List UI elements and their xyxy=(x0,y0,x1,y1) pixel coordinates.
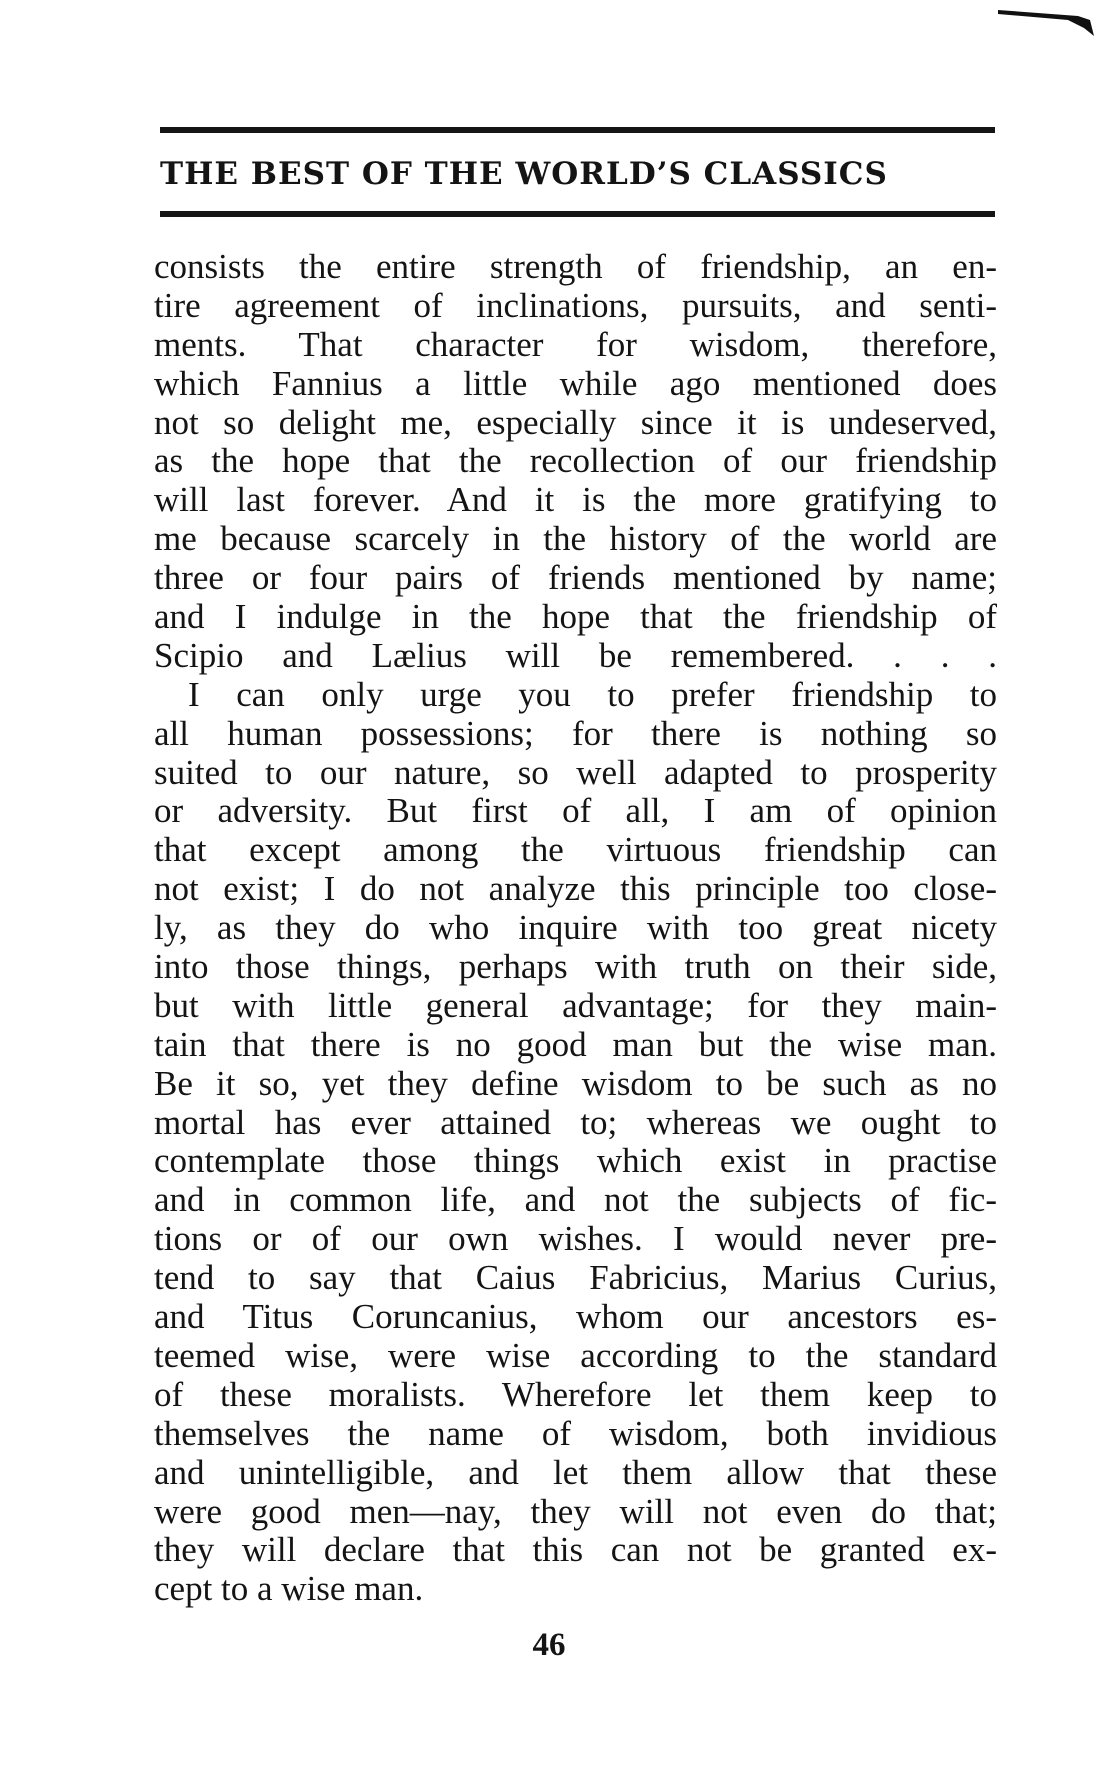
page-number: 46 xyxy=(532,1627,566,1663)
text-line: contemplate those things which exist in practise xyxy=(154,1142,997,1181)
text-line: ments. That character for wisdom, therefore, xyxy=(154,325,997,364)
text-line: tions or of our own wishes. I would never pre- xyxy=(154,1220,997,1259)
text-line: teemed wise, were wise according to the standard xyxy=(154,1336,997,1375)
text-line: of these moralists. Wherefore let them keep to xyxy=(154,1375,997,1414)
text-line: Scipio and Lælius will be remembered. . . . xyxy=(154,636,997,675)
page-corner-mark xyxy=(998,6,1098,40)
text-line: I can only urge you to prefer friendship to xyxy=(188,675,997,714)
text-line: suited to our nature, so well adapted to prosperity xyxy=(154,753,997,792)
text-line: were good men—nay, they will not even do that; xyxy=(154,1492,997,1531)
text-line: tire agreement of inclinations, pursuits, and senti- xyxy=(154,286,997,325)
body-text xyxy=(154,248,997,1609)
text-line: or adversity. But first of all, I am of opinion xyxy=(154,792,997,831)
text-line: consists the entire strength of friendship, an en- xyxy=(154,248,997,286)
running-head-title: THE BEST OF THE WORLD’S CLASSICS xyxy=(160,156,888,192)
text-line: and I indulge in the hope that the friendship of xyxy=(154,598,997,637)
text-line: will last forever. And it is the more gratifying to xyxy=(154,481,997,520)
text-line: and Titus Coruncanius, whom our ancestors es- xyxy=(154,1298,997,1337)
text-line: not so delight me, especially since it is undeserved, xyxy=(154,403,997,442)
text-line: three or four pairs of friends mentioned by name; xyxy=(154,559,997,598)
header-rule-bottom xyxy=(160,211,995,217)
text-line: Be it so, yet they define wisdom to be such as no xyxy=(154,1064,997,1103)
text-line: as the hope that the recollection of our friendship xyxy=(154,442,997,481)
text-line: that except among the virtuous friendship can xyxy=(154,831,997,870)
text-line: all human possessions; for there is nothing so xyxy=(154,714,997,753)
text-line: cept to a wise man. xyxy=(154,1570,424,1609)
text-line: themselves the name of wisdom, both invidious xyxy=(154,1414,997,1453)
text-line: which Fannius a little while ago mentioned does xyxy=(154,364,997,403)
text-line: they will declare that this can not be granted ex- xyxy=(154,1531,997,1570)
text-line: into those things, perhaps with truth on their side, xyxy=(154,948,997,987)
text-line: tain that there is no good man but the wise man. xyxy=(154,1025,997,1064)
text-line: and unintelligible, and let them allow that these xyxy=(154,1453,997,1492)
text-line: me because scarcely in the history of the world are xyxy=(154,520,997,559)
text-line: but with little general advantage; for they main- xyxy=(154,986,997,1025)
text-line: tend to say that Caius Fabricius, Marius Curius, xyxy=(154,1259,997,1298)
text-line: not exist; I do not analyze this principle too close- xyxy=(154,870,997,909)
text-line: ly, as they do who inquire with too great nicety xyxy=(154,909,997,948)
text-line: mortal has ever attained to; whereas we ought to xyxy=(154,1103,997,1142)
text-line: and in common life, and not the subjects of fic- xyxy=(154,1181,997,1220)
header-rule-top xyxy=(160,127,995,133)
